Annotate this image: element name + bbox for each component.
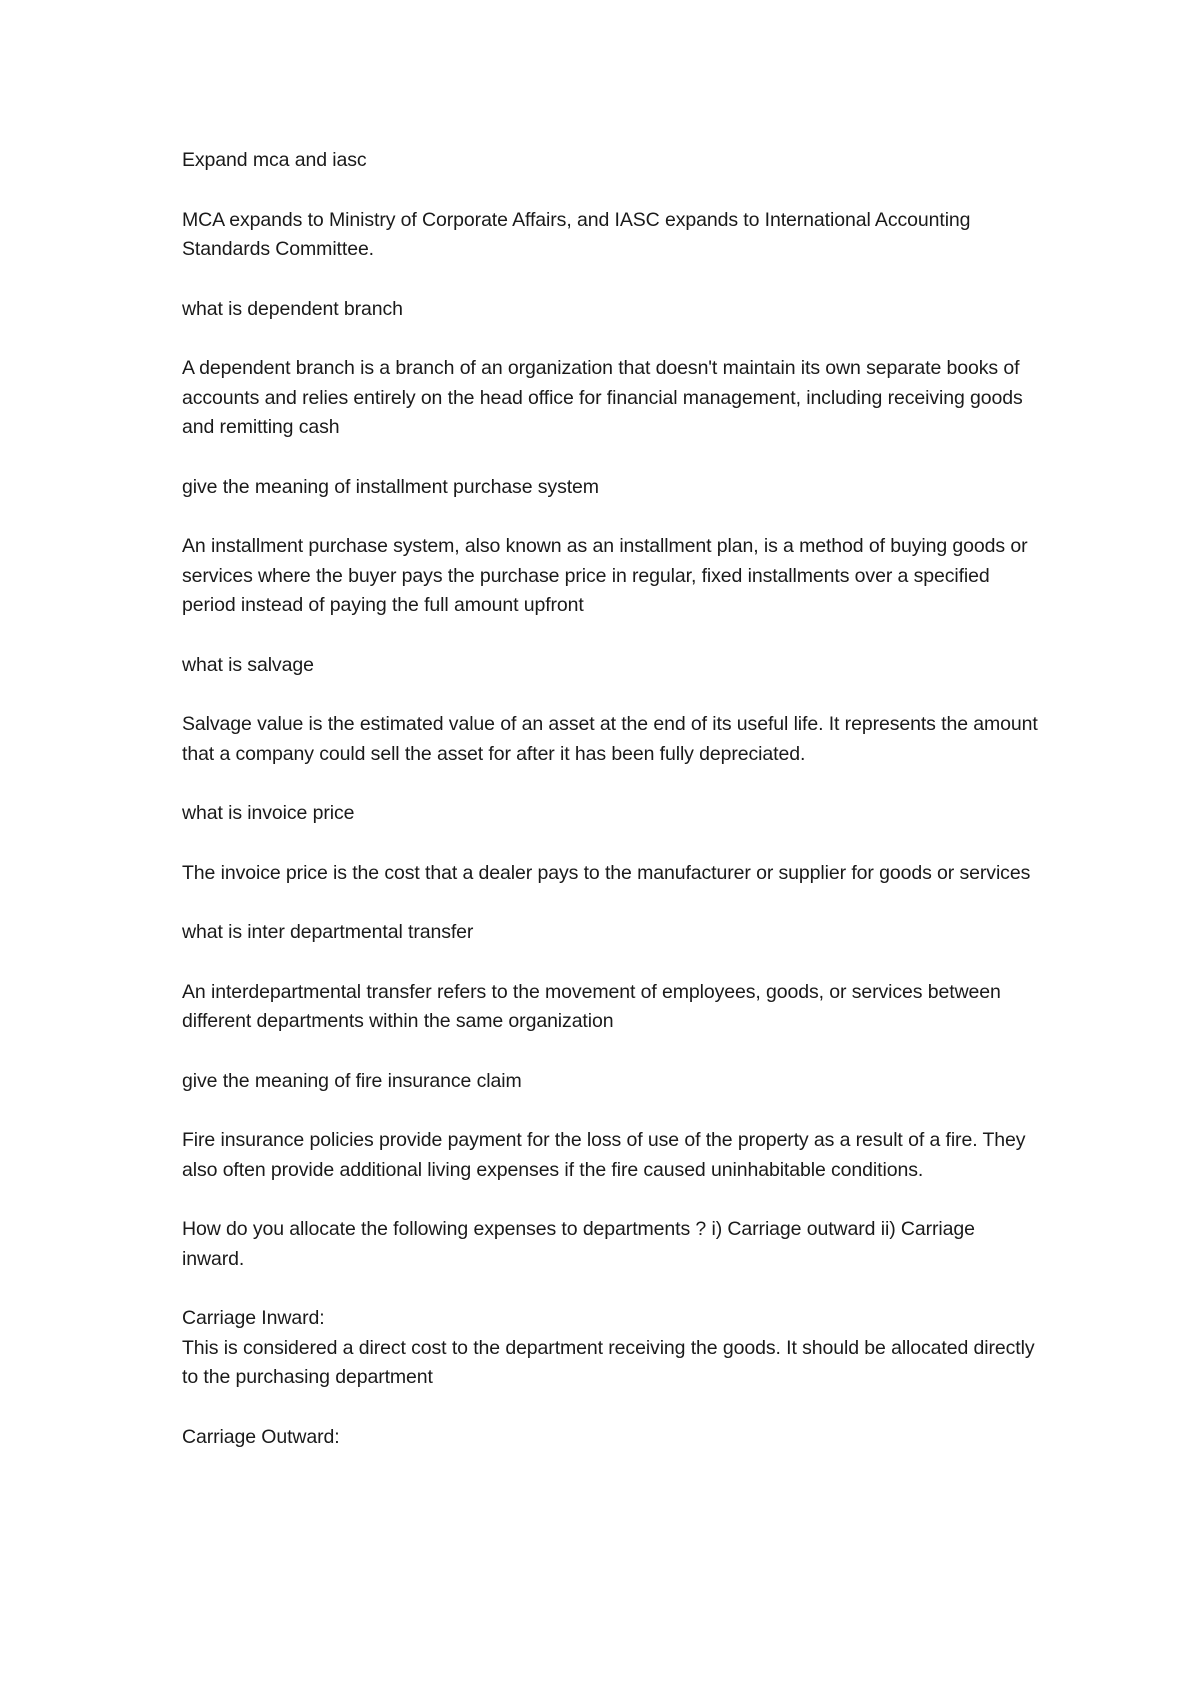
question-text: give the meaning of installment purchase system	[182, 475, 599, 498]
answer-text: An interdepartmental transfer refers to the movement of employees, goods, or services between different departments within the same organization	[182, 980, 1001, 1032]
answer-text: An installment purchase system, also known as an installment plan, is a method of buying goods or services where the buyer pays the purchase price in regular, fixed installments over a specified period instead of paying the full amount upfront	[182, 535, 1028, 616]
answer-text: A dependent branch is a branch of an organization that doesn't maintain its own separate books of accounts and relies entirely on the head office for financial management, including receiving goods and remitting cash	[182, 357, 1023, 438]
question-text: give the meaning of fire insurance claim	[182, 1069, 522, 1092]
answer-text: MCA expands to Ministry of Corporate Affairs, and IASC expands to International Accounting Standards Committee.	[182, 208, 971, 260]
question-text: what is dependent branch	[182, 297, 403, 320]
question-text: what is salvage	[182, 653, 314, 676]
carriage-outward-heading: Carriage Outward:	[182, 1425, 340, 1448]
answer-text: Fire insurance policies provide payment for the loss of use of the property as a result of a fire. They also often provide additional living expenses if the fire caused uninhabitable conditions.	[182, 1129, 1026, 1181]
carriage-inward-text: This is considered a direct cost to the department receiving the goods. It should be allocated directly to the purchasing department	[182, 1336, 1035, 1388]
answer-text: The invoice price is the cost that a dealer pays to the manufacturer or supplier for goods or services	[182, 861, 1031, 884]
carriage-inward-heading: Carriage Inward:	[182, 1307, 325, 1329]
document-body	[182, 146, 1042, 1482]
question-text: what is inter departmental transfer	[182, 921, 474, 943]
question-text: How do you allocate the following expenses to departments ? i) Carriage outward ii) Carriage inward.	[182, 1218, 975, 1270]
question-text: what is invoice price	[182, 802, 355, 824]
question-text: Expand mca and iasc	[182, 149, 367, 171]
answer-text: Salvage value is the estimated value of an asset at the end of its useful life. It represents the amount that a company could sell the asset for after it has been fully depreciated.	[182, 713, 1038, 765]
